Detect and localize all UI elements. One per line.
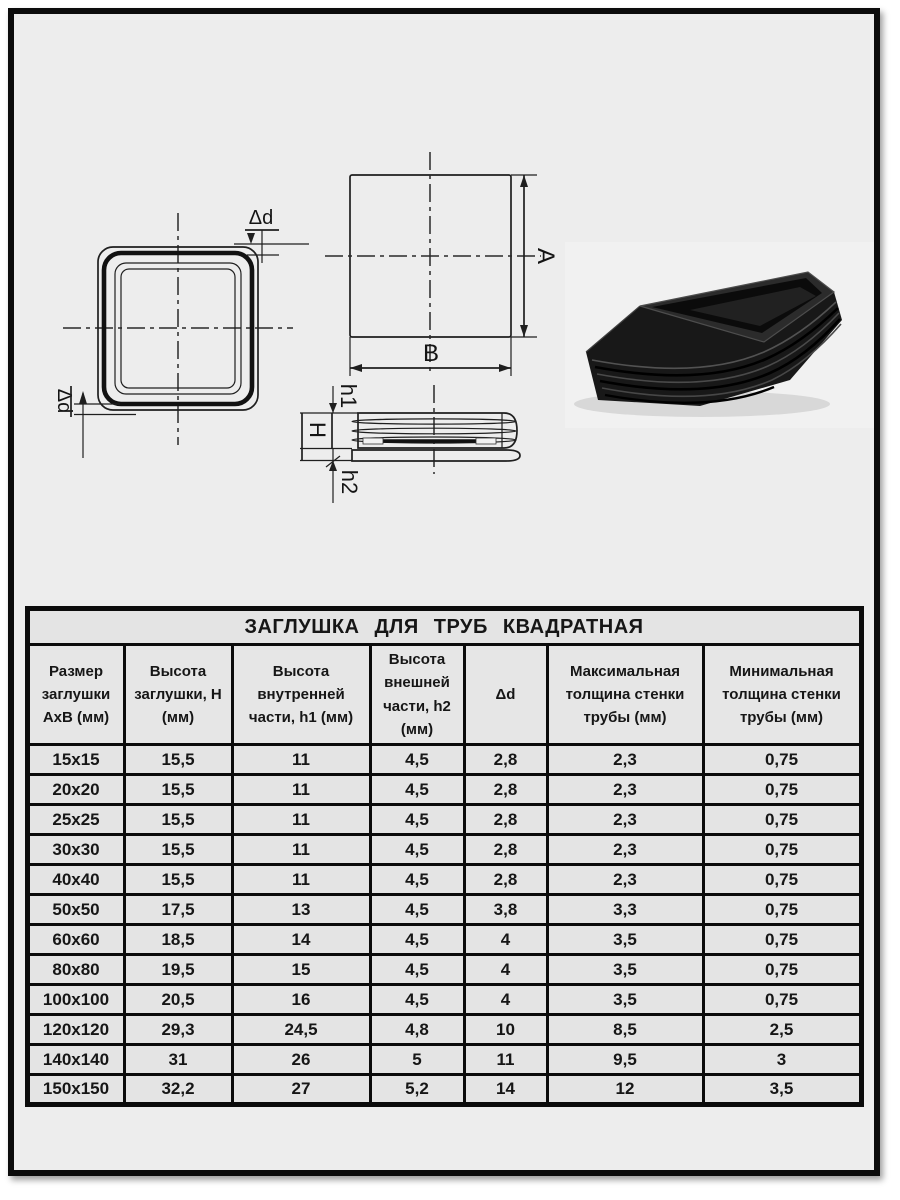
column-header: Высота внутренней части, h1 (мм) — [232, 645, 370, 745]
table-cell: 4,5 — [370, 745, 464, 775]
table-cell: 16 — [232, 985, 370, 1015]
table-cell: 4,5 — [370, 985, 464, 1015]
table-cell: 4,5 — [370, 835, 464, 865]
table-cell: 0,75 — [703, 835, 861, 865]
table-cell: 0,75 — [703, 745, 861, 775]
dimension-h-label: H — [305, 422, 330, 438]
table-cell: 18,5 — [124, 925, 232, 955]
table-cell: 4,5 — [370, 955, 464, 985]
table-cell: 15,5 — [124, 775, 232, 805]
table-cell: 5,2 — [370, 1075, 464, 1105]
table-row — [27, 1045, 861, 1075]
table-cell: 2,3 — [547, 745, 703, 775]
table-cell: 24,5 — [232, 1015, 370, 1045]
table-row — [27, 985, 861, 1015]
table-row — [27, 1015, 861, 1045]
table-cell: 12 — [547, 1075, 703, 1105]
table-cell: 0,75 — [703, 895, 861, 925]
table-cell: 15x15 — [27, 745, 124, 775]
spec-table-area — [14, 606, 874, 1107]
column-header: Размер заглушки АхВ (мм) — [27, 645, 124, 745]
table-cell: 11 — [232, 835, 370, 865]
table-cell: 80x80 — [27, 955, 124, 985]
table-title-row — [27, 609, 861, 645]
table-cell: 32,2 — [124, 1075, 232, 1105]
drawings-canvas — [14, 14, 874, 606]
table-cell: 27 — [232, 1075, 370, 1105]
table-cell: 11 — [232, 805, 370, 835]
cap-flange-profile — [352, 450, 520, 461]
table-cell: 15,5 — [124, 865, 232, 895]
dd-label-top: Δd — [248, 207, 274, 229]
table-cell: 0,75 — [703, 955, 861, 985]
table-cell: 4 — [464, 985, 547, 1015]
table-cell: 2,8 — [464, 775, 547, 805]
table-row — [27, 895, 861, 925]
table-cell: 10 — [464, 1015, 547, 1045]
table-cell: 0,75 — [703, 805, 861, 835]
table-row — [27, 775, 861, 805]
table-row — [27, 745, 861, 775]
side-view-drawing — [300, 384, 520, 503]
table-cell: 15,5 — [124, 745, 232, 775]
plan-view-drawing — [325, 152, 559, 376]
table-cell: 11 — [232, 745, 370, 775]
dd-label-bottom: Δd — [53, 388, 75, 414]
table-cell: 11 — [464, 1045, 547, 1075]
table-cell: 3,3 — [547, 895, 703, 925]
table-row — [27, 925, 861, 955]
table-row — [27, 865, 861, 895]
table-cell: 100x100 — [27, 985, 124, 1015]
dimension-b-label: B — [422, 340, 440, 367]
table-cell: 15 — [232, 955, 370, 985]
table-cell: 4,5 — [370, 865, 464, 895]
content-frame — [8, 8, 880, 1176]
dimension-a-label: A — [532, 247, 559, 265]
table-cell: 4,5 — [370, 775, 464, 805]
dimension-h — [300, 413, 358, 461]
table-cell: 19,5 — [124, 955, 232, 985]
table-cell: 8,5 — [547, 1015, 703, 1045]
table-cell: 9,5 — [547, 1045, 703, 1075]
table-cell: 120x120 — [27, 1015, 124, 1045]
table-cell: 3,5 — [547, 985, 703, 1015]
table-cell: 150x150 — [27, 1075, 124, 1105]
table-cell: 2,3 — [547, 805, 703, 835]
table-cell: 14 — [464, 1075, 547, 1105]
table-cell: 0,75 — [703, 925, 861, 955]
column-header: Высота заглушки, Н (мм) — [124, 645, 232, 745]
table-cell: 5 — [370, 1045, 464, 1075]
table-cell: 2,5 — [703, 1015, 861, 1045]
table-cell: 60x60 — [27, 925, 124, 955]
table-cell: 11 — [232, 775, 370, 805]
dimension-h1 — [329, 384, 361, 413]
front-view-drawing — [53, 207, 309, 458]
technical-drawings — [14, 14, 874, 606]
table-cell: 2,3 — [547, 835, 703, 865]
table-cell: 4,5 — [370, 805, 464, 835]
table-cell: 29,3 — [124, 1015, 232, 1045]
table-cell: 15,5 — [124, 835, 232, 865]
table-row — [27, 955, 861, 985]
table-cell: 4,5 — [370, 925, 464, 955]
column-header: Максимальная толщина стенки трубы (мм) — [547, 645, 703, 745]
table-cell: 4 — [464, 955, 547, 985]
table-cell: 50x50 — [27, 895, 124, 925]
table-cell: 14 — [232, 925, 370, 955]
table-cell: 3,5 — [703, 1075, 861, 1105]
table-title: ЗАГЛУШКА ДЛЯ ТРУБ КВАДРАТНАЯ — [27, 609, 861, 645]
table-cell: 2,8 — [464, 805, 547, 835]
product-photo — [565, 242, 874, 428]
table-cell: 3,8 — [464, 895, 547, 925]
table-cell: 4,8 — [370, 1015, 464, 1045]
dimension-h2-label: h2 — [337, 469, 362, 495]
table-cell: 0,75 — [703, 985, 861, 1015]
table-cell: 2,3 — [547, 865, 703, 895]
table-header-row — [27, 645, 861, 745]
dd-dimension-bottom — [53, 386, 136, 458]
table-cell: 2,8 — [464, 835, 547, 865]
table-cell: 20x20 — [27, 775, 124, 805]
column-header: Минимальная толщина стенки трубы (мм) — [703, 645, 861, 745]
column-header: Δd — [464, 645, 547, 745]
table-cell: 3 — [703, 1045, 861, 1075]
table-cell: 30x30 — [27, 835, 124, 865]
table-cell: 3,5 — [547, 955, 703, 985]
table-cell: 25x25 — [27, 805, 124, 835]
table-row — [27, 805, 861, 835]
table-cell: 140x140 — [27, 1045, 124, 1075]
table-cell: 4 — [464, 925, 547, 955]
table-cell: 2,8 — [464, 745, 547, 775]
table-cell: 0,75 — [703, 865, 861, 895]
table-cell: 4,5 — [370, 895, 464, 925]
table-cell: 13 — [232, 895, 370, 925]
dimension-h1-label: h1 — [336, 383, 361, 409]
table-cell: 11 — [232, 865, 370, 895]
table-cell: 2,3 — [547, 775, 703, 805]
table-cell: 2,8 — [464, 865, 547, 895]
table-cell: 31 — [124, 1045, 232, 1075]
table-row — [27, 835, 861, 865]
dimension-h2 — [326, 449, 362, 503]
table-cell: 40x40 — [27, 865, 124, 895]
table-cell: 3,5 — [547, 925, 703, 955]
table-cell: 17,5 — [124, 895, 232, 925]
table-cell: 15,5 — [124, 805, 232, 835]
table-cell: 20,5 — [124, 985, 232, 1015]
table-cell: 0,75 — [703, 775, 861, 805]
column-header: Высота внешней части, h2 (мм) — [370, 645, 464, 745]
table-cell: 26 — [232, 1045, 370, 1075]
table-row — [27, 1075, 861, 1105]
spec-table — [25, 606, 864, 1107]
